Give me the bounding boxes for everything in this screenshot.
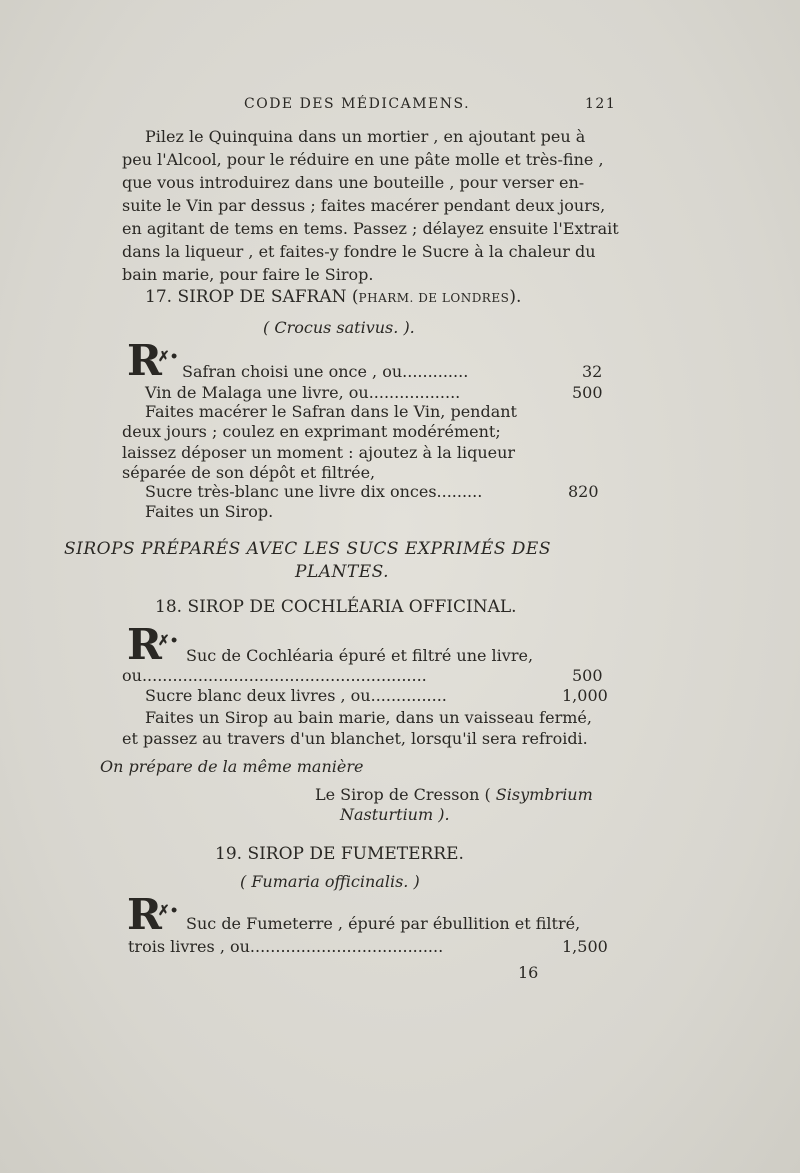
section-19-latin: ( Fumaria officinalis. ): [240, 872, 420, 891]
ingredient-line: Sucre très-blanc une livre dix onces.........: [145, 482, 483, 501]
intro-line: peu l'Alcool, pour le réduire en une pâte molle et très-fine ,: [122, 150, 604, 169]
intro-line: Pilez le Quinquina dans un mortier , en ajoutant peu à: [145, 127, 586, 146]
ingredient-value: 1,500: [562, 937, 608, 956]
ingredient-line: Suc de Cochléaria épuré et filtré une livre,: [186, 646, 534, 665]
intro-line: en agitant de tems en tems. Passez ; délayez ensuite l'Extrait: [122, 219, 619, 238]
ingredient-value: 500: [572, 383, 603, 402]
plants-heading-line1: SIROPS PRÉPARÉS AVEC LES SUCS EXPRIMÉS DES: [64, 539, 551, 559]
ingredient-value: 1,000: [562, 686, 608, 705]
section-18-title: 18. SIROP DE COCHLÉARIA OFFICINAL.: [155, 597, 517, 617]
recipe-symbol: R✗•: [127, 620, 179, 669]
plants-heading-line2: PLANTES.: [295, 562, 390, 582]
body-line: deux jours ; coulez en exprimant modérément;: [122, 422, 501, 441]
body-line: Faites un Sirop au bain marie, dans un vaisseau fermé,: [145, 708, 592, 727]
body-line: Faites un Sirop.: [145, 502, 274, 521]
intro-line: bain marie, pour faire le Sirop.: [122, 265, 374, 284]
ingredient-line: Suc de Fumeterre , épuré par ébullition et filtré,: [186, 914, 581, 933]
ingredient-line: Safran choisi une once , ou.............: [182, 362, 469, 381]
intro-line: dans la liqueur , et faites-y fondre le Sucre à la chaleur du: [122, 242, 596, 261]
section-19-title: 19. SIROP DE FUMETERRE.: [215, 844, 464, 864]
section-17-title-main: 17. SIROP DE SAFRAN (: [145, 287, 359, 307]
ingredient-line: ou........................................................: [122, 666, 427, 685]
ingredient-line: Vin de Malaga une livre, ou..................: [145, 383, 461, 402]
note-latin: Sisymbrium: [495, 785, 593, 804]
section-17-title-end: ).: [509, 287, 522, 307]
intro-line: que vous introduirez dans une bouteille , pour verser en-: [122, 173, 585, 192]
note-line: On prépare de la même manière: [100, 757, 364, 776]
section-17-title: [145, 287, 521, 307]
ingredient-value: 500: [572, 666, 603, 685]
ingredient-value: 32: [582, 362, 603, 381]
running-title: CODE DES MÉDICAMENS.: [244, 96, 471, 112]
ingredient-line: trois livres , ou......................................: [128, 937, 444, 956]
note-line: [315, 785, 593, 804]
signature-mark: 16: [518, 963, 539, 982]
page-number: 121: [585, 96, 617, 112]
intro-line: suite le Vin par dessus ; faites macérer pendant deux jours,: [122, 196, 606, 215]
body-line: et passez au travers d'un blanchet, lorsqu'il sera refroidi.: [122, 729, 588, 748]
section-17-title-source: PHARM. DE LONDRES: [358, 291, 510, 305]
body-line: laissez déposer un moment : ajoutez à la liqueur: [122, 443, 516, 462]
recipe-symbol: R✗•: [127, 890, 179, 939]
note-latin-line: Nasturtium ).: [340, 805, 450, 824]
recipe-symbol: R✗•: [127, 336, 179, 385]
note-text: Le Sirop de Cresson (: [315, 785, 496, 804]
ingredient-value: 820: [568, 482, 599, 501]
body-line: séparée de son dépôt et filtrée,: [122, 463, 376, 482]
body-line: Faites macérer le Safran dans le Vin, pendant: [145, 402, 517, 421]
section-17-latin: ( Crocus sativus. ).: [263, 318, 415, 337]
ingredient-line: Sucre blanc deux livres , ou...............: [145, 686, 447, 705]
